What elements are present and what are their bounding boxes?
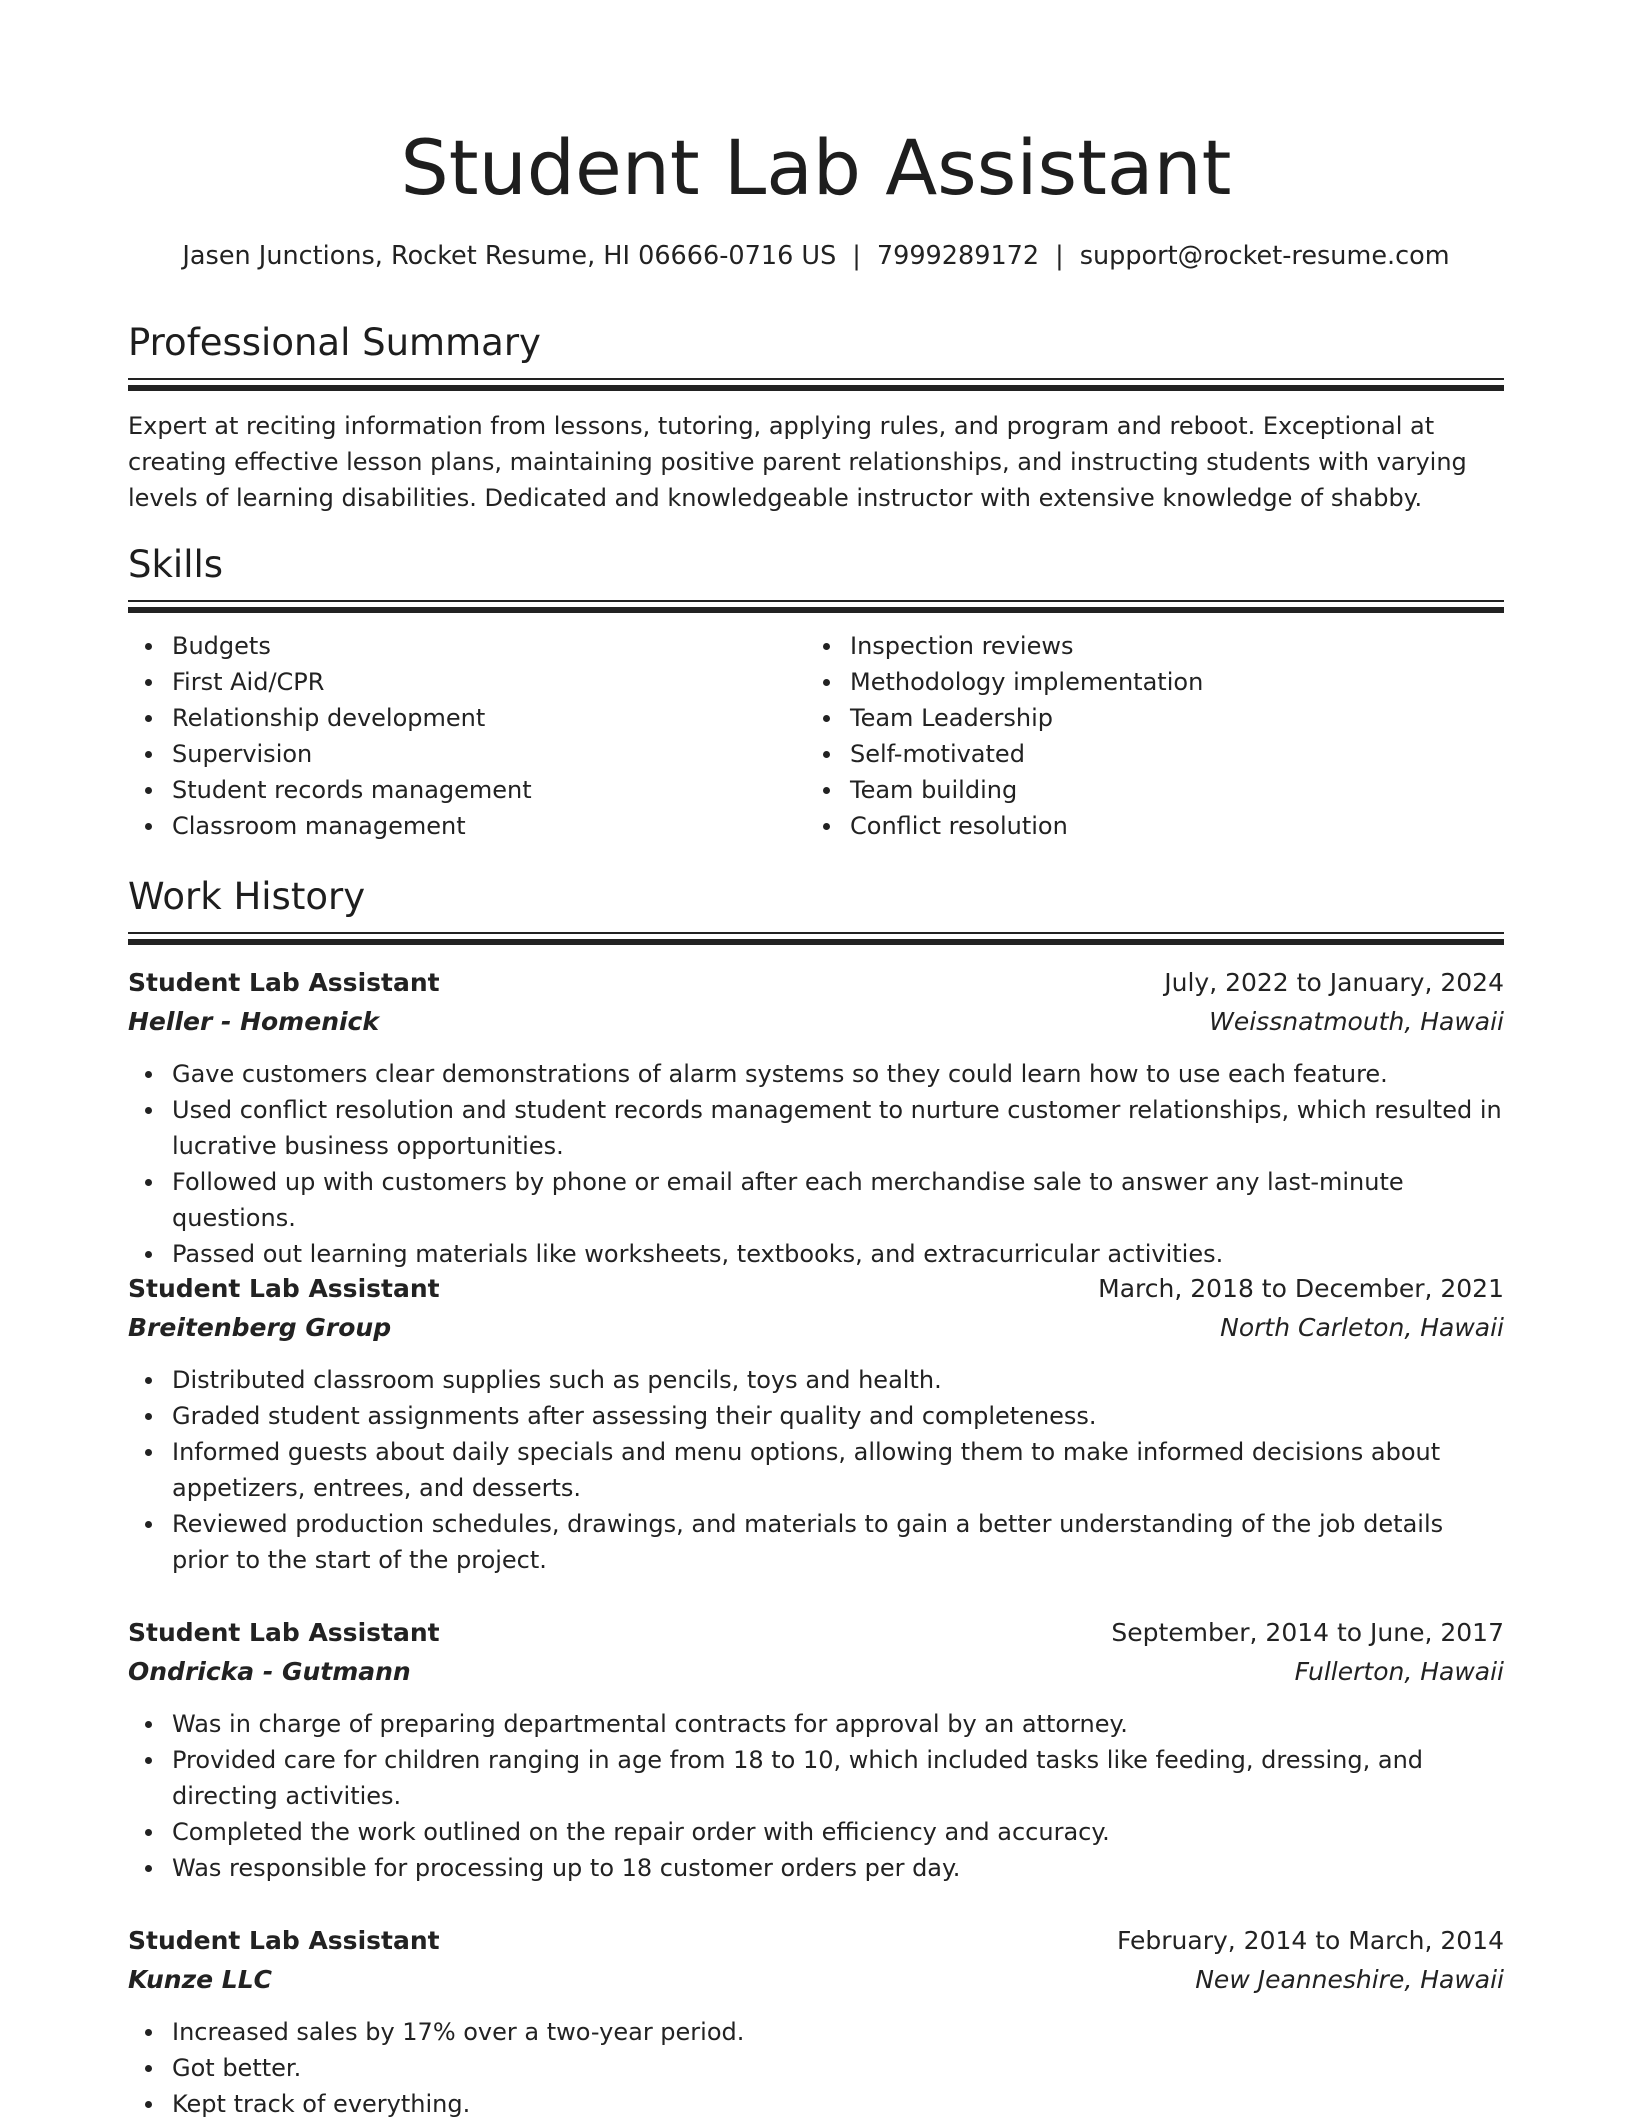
job-bullet: Reviewed production schedules, drawings, and materials to gain a better understanding of the job details prior to the start of the project.	[172, 1506, 1504, 1578]
job-bullet: Got better.	[172, 2050, 1504, 2086]
skills-list-left	[128, 628, 806, 844]
skills-columns	[128, 628, 1504, 844]
job-company: Ondricka - Gutmann	[128, 1657, 411, 1686]
job-title: Student Lab Assistant	[128, 1274, 440, 1303]
skill-item: Methodology implementation	[850, 664, 1484, 700]
job-company-row	[128, 1002, 1504, 1042]
job-dates: July, 2022 to January, 2024	[1164, 968, 1504, 997]
skills-section	[128, 540, 1504, 844]
skill-item: Team building	[850, 772, 1484, 808]
job-title: Student Lab Assistant	[128, 968, 440, 997]
section-heading-summary: Professional Summary	[128, 321, 541, 364]
job-company: Heller - Homenick	[128, 1007, 380, 1036]
job-bullets	[128, 2014, 1504, 2122]
job-dates: February, 2014 to March, 2014	[1116, 1926, 1504, 1955]
job-header-row	[128, 1270, 1504, 1308]
job-entry	[128, 1614, 1504, 1886]
skill-item: Inspection reviews	[850, 628, 1484, 664]
skill-item: Classroom management	[172, 808, 806, 844]
job-company: Breitenberg Group	[128, 1313, 392, 1342]
contact-phone: 7999289172	[876, 241, 1040, 271]
job-location: Weissnatmouth, Hawaii	[1209, 1007, 1504, 1036]
contact-address: Jasen Junctions, Rocket Resume, HI 06666-0716 US	[182, 241, 837, 271]
skill-item: Conflict resolution	[850, 808, 1484, 844]
section-heading-skills: Skills	[128, 543, 224, 586]
skills-column-left	[128, 628, 806, 844]
job-company-row	[128, 1652, 1504, 1692]
job-header-row	[128, 1614, 1504, 1652]
summary-text: Expert at reciting information from lessons, tutoring, applying rules, and program and reboot. Exceptional at creating effective lesson plans, maintaining positive parent relationships, and instructing students with varying levels of learning disabilities. Dedicated and knowledgeable instructor with extensive knowledge of shabby.	[128, 412, 1467, 512]
job-title: Student Lab Assistant	[128, 1926, 440, 1955]
job-dates: September, 2014 to June, 2017	[1111, 1618, 1504, 1647]
page-title: Student Lab Assistant	[400, 123, 1232, 212]
job-bullet: Was responsible for processing up to 18 customer orders per day.	[172, 1850, 1504, 1886]
job-company-row	[128, 1308, 1504, 1348]
job-company: Kunze LLC	[128, 1965, 273, 1994]
section-divider	[128, 378, 1504, 392]
job-company-row	[128, 1960, 1504, 2000]
job-bullet: Gave customers clear demonstrations of alarm systems so they could learn how to use each feature.	[172, 1056, 1504, 1092]
job-bullet: Followed up with customers by phone or email after each merchandise sale to answer any last-minute questions.	[172, 1164, 1504, 1236]
contact-email: support@rocket-resume.com	[1079, 241, 1450, 271]
skill-item: Relationship development	[172, 700, 806, 736]
job-bullet: Completed the work outlined on the repair order with efficiency and accuracy.	[172, 1814, 1504, 1850]
job-bullet: Used conflict resolution and student records management to nurture customer relationships, which resulted in lucrative business opportunities.	[172, 1092, 1504, 1164]
job-header-row	[128, 1922, 1504, 1960]
job-bullet: Increased sales by 17% over a two-year period.	[172, 2014, 1504, 2050]
job-bullets	[128, 1362, 1504, 1578]
job-bullet: Provided care for children ranging in age from 18 to 10, which included tasks like feeding, dressing, and directing activities.	[172, 1742, 1504, 1814]
skills-list-right	[806, 628, 1484, 844]
job-header-row	[128, 964, 1504, 1002]
job-location: New Jeanneshire, Hawaii	[1195, 1965, 1504, 1994]
job-bullet: Kept track of everything.	[172, 2086, 1504, 2122]
job-location: Fullerton, Hawaii	[1294, 1657, 1504, 1686]
summary-section	[128, 318, 1504, 516]
job-title: Student Lab Assistant	[128, 1618, 440, 1647]
skill-item: Team Leadership	[850, 700, 1484, 736]
skills-column-right	[806, 628, 1484, 844]
contact-separator: |	[1055, 241, 1064, 271]
skill-item: Supervision	[172, 736, 806, 772]
contact-separator: |	[852, 241, 861, 271]
job-bullet: Was in charge of preparing departmental contracts for approval by an attorney.	[172, 1706, 1504, 1742]
skill-item: First Aid/CPR	[172, 664, 806, 700]
section-heading-work-history: Work History	[128, 875, 366, 918]
job-dates: March, 2018 to December, 2021	[1098, 1274, 1504, 1303]
job-bullet: Passed out learning materials like worksheets, textbooks, and extracurricular activities.	[172, 1236, 1504, 1272]
work-history-section	[128, 872, 1504, 946]
skill-item: Student records management	[172, 772, 806, 808]
section-divider	[128, 932, 1504, 946]
contact-line	[128, 234, 1504, 278]
job-entry	[128, 1270, 1504, 1578]
job-bullet: Informed guests about daily specials and menu options, allowing them to make informed decisions about appetizers, entrees, and desserts.	[172, 1434, 1504, 1506]
section-divider	[128, 600, 1504, 614]
job-entry	[128, 964, 1504, 1272]
job-location: North Carleton, Hawaii	[1220, 1313, 1504, 1342]
job-bullet: Distributed classroom supplies such as pencils, toys and health.	[172, 1362, 1504, 1398]
skill-item: Self-motivated	[850, 736, 1484, 772]
job-bullets	[128, 1706, 1504, 1886]
skill-item: Budgets	[172, 628, 806, 664]
job-entry	[128, 1922, 1504, 2122]
job-bullet: Graded student assignments after assessing their quality and completeness.	[172, 1398, 1504, 1434]
job-bullets	[128, 1056, 1504, 1272]
